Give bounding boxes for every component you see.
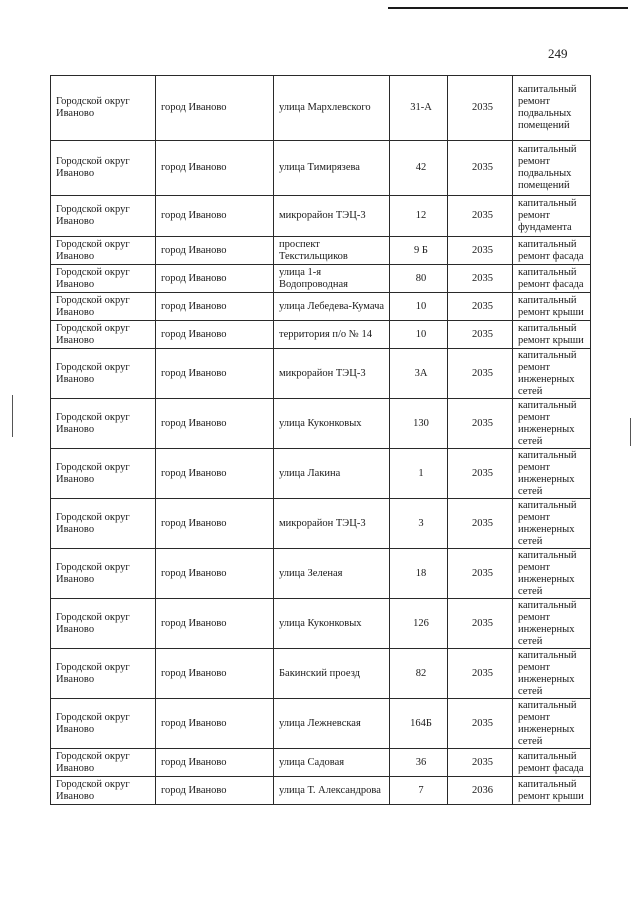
year-cell: 2035 (448, 499, 513, 549)
work-cell: капитальный ремонт крыши (513, 293, 591, 321)
city-cell: город Иваново (156, 499, 274, 549)
street-cell: улица Тимирязева (274, 141, 390, 196)
table-row (51, 321, 591, 349)
street-cell: улица Т. Александрова (274, 777, 390, 805)
work-cell: капитальный ремонт крыши (513, 321, 591, 349)
city-cell: город Иваново (156, 196, 274, 237)
municipality-cell: Городской округ Иваново (51, 549, 156, 599)
street-cell: Бакинский проезд (274, 649, 390, 699)
street-cell: улица Зеленая (274, 549, 390, 599)
city-cell: город Иваново (156, 749, 274, 777)
municipality-cell: Городской округ Иваново (51, 399, 156, 449)
table-row (51, 237, 591, 265)
table-row (51, 599, 591, 649)
street-cell: микрорайон ТЭЦ-3 (274, 499, 390, 549)
table-row (51, 141, 591, 196)
house-cell: 7 (390, 777, 448, 805)
year-cell: 2036 (448, 777, 513, 805)
city-cell: город Иваново (156, 599, 274, 649)
year-cell: 2035 (448, 237, 513, 265)
house-cell: 3А (390, 349, 448, 399)
house-cell: 3 (390, 499, 448, 549)
year-cell: 2035 (448, 141, 513, 196)
year-cell: 2035 (448, 549, 513, 599)
city-cell: город Иваново (156, 777, 274, 805)
scan-mark-left (12, 395, 13, 437)
house-cell: 36 (390, 749, 448, 777)
street-cell: территория п/о № 14 (274, 321, 390, 349)
municipality-cell: Городской округ Иваново (51, 141, 156, 196)
municipality-cell: Городской округ Иваново (51, 449, 156, 499)
year-cell: 2035 (448, 293, 513, 321)
street-cell: улица Куконковых (274, 599, 390, 649)
city-cell: город Иваново (156, 237, 274, 265)
work-cell: капитальный ремонт подвальных помещений (513, 76, 591, 141)
street-cell: улица 1-я Водопроводная (274, 265, 390, 293)
city-cell: город Иваново (156, 649, 274, 699)
table-row (51, 649, 591, 699)
house-cell: 126 (390, 599, 448, 649)
municipality-cell: Городской округ Иваново (51, 777, 156, 805)
municipality-cell: Городской округ Иваново (51, 196, 156, 237)
municipality-cell: Городской округ Иваново (51, 699, 156, 749)
table-row (51, 265, 591, 293)
municipality-cell: Городской округ Иваново (51, 321, 156, 349)
page-number: 249 (548, 46, 568, 61)
street-cell: улица Лежневская (274, 699, 390, 749)
work-cell: капитальный ремонт фасада (513, 265, 591, 293)
house-cell: 164Б (390, 699, 448, 749)
house-cell: 130 (390, 399, 448, 449)
street-cell: улица Садовая (274, 749, 390, 777)
city-cell: город Иваново (156, 265, 274, 293)
city-cell: город Иваново (156, 293, 274, 321)
municipality-cell: Городской округ Иваново (51, 265, 156, 293)
scan-mark-right (630, 418, 631, 446)
table-body (51, 76, 591, 805)
street-cell: микрорайон ТЭЦ-3 (274, 349, 390, 399)
municipality-cell: Городской округ Иваново (51, 349, 156, 399)
year-cell: 2035 (448, 321, 513, 349)
city-cell: город Иваново (156, 399, 274, 449)
work-cell: капитальный ремонт инженерных сетей (513, 399, 591, 449)
year-cell: 2035 (448, 76, 513, 141)
repair-schedule-table (50, 75, 591, 805)
municipality-cell: Городской округ Иваново (51, 293, 156, 321)
table-row (51, 699, 591, 749)
table-row (51, 499, 591, 549)
table-row (51, 399, 591, 449)
header-rule (388, 7, 628, 9)
year-cell: 2035 (448, 349, 513, 399)
street-cell: улица Лакина (274, 449, 390, 499)
municipality-cell: Городской округ Иваново (51, 76, 156, 141)
year-cell: 2035 (448, 399, 513, 449)
work-cell: капитальный ремонт инженерных сетей (513, 349, 591, 399)
municipality-cell: Городской округ Иваново (51, 749, 156, 777)
house-cell: 10 (390, 321, 448, 349)
house-cell: 9 Б (390, 237, 448, 265)
table-row (51, 196, 591, 237)
street-cell: улица Лебедева-Кумача (274, 293, 390, 321)
street-cell: микрорайон ТЭЦ-3 (274, 196, 390, 237)
year-cell: 2035 (448, 699, 513, 749)
house-cell: 1 (390, 449, 448, 499)
work-cell: капитальный ремонт крыши (513, 777, 591, 805)
street-cell: улица Куконковых (274, 399, 390, 449)
table-row (51, 549, 591, 599)
year-cell: 2035 (448, 599, 513, 649)
house-cell: 18 (390, 549, 448, 599)
work-cell: капитальный ремонт инженерных сетей (513, 649, 591, 699)
city-cell: город Иваново (156, 699, 274, 749)
house-cell: 31-А (390, 76, 448, 141)
work-cell: капитальный ремонт фундамента (513, 196, 591, 237)
work-cell: капитальный ремонт инженерных сетей (513, 599, 591, 649)
year-cell: 2035 (448, 196, 513, 237)
municipality-cell: Городской округ Иваново (51, 649, 156, 699)
house-cell: 80 (390, 265, 448, 293)
municipality-cell: Городской округ Иваново (51, 599, 156, 649)
table-row (51, 749, 591, 777)
work-cell: капитальный ремонт подвальных помещений (513, 141, 591, 196)
municipality-cell: Городской округ Иваново (51, 237, 156, 265)
year-cell: 2035 (448, 649, 513, 699)
city-cell: город Иваново (156, 349, 274, 399)
city-cell: город Иваново (156, 449, 274, 499)
year-cell: 2035 (448, 265, 513, 293)
city-cell: город Иваново (156, 549, 274, 599)
work-cell: капитальный ремонт инженерных сетей (513, 449, 591, 499)
work-cell: капитальный ремонт фасада (513, 749, 591, 777)
work-cell: капитальный ремонт инженерных сетей (513, 699, 591, 749)
table-row (51, 349, 591, 399)
house-cell: 42 (390, 141, 448, 196)
city-cell: город Иваново (156, 321, 274, 349)
house-cell: 82 (390, 649, 448, 699)
street-cell: улица Мархлевского (274, 76, 390, 141)
house-cell: 10 (390, 293, 448, 321)
house-cell: 12 (390, 196, 448, 237)
municipality-cell: Городской округ Иваново (51, 499, 156, 549)
table-row (51, 293, 591, 321)
city-cell: город Иваново (156, 76, 274, 141)
table-row (51, 777, 591, 805)
table-row (51, 76, 591, 141)
work-cell: капитальный ремонт инженерных сетей (513, 549, 591, 599)
table-row (51, 449, 591, 499)
city-cell: город Иваново (156, 141, 274, 196)
year-cell: 2035 (448, 449, 513, 499)
work-cell: капитальный ремонт инженерных сетей (513, 499, 591, 549)
year-cell: 2035 (448, 749, 513, 777)
street-cell: проспект Текстильщиков (274, 237, 390, 265)
work-cell: капитальный ремонт фасада (513, 237, 591, 265)
